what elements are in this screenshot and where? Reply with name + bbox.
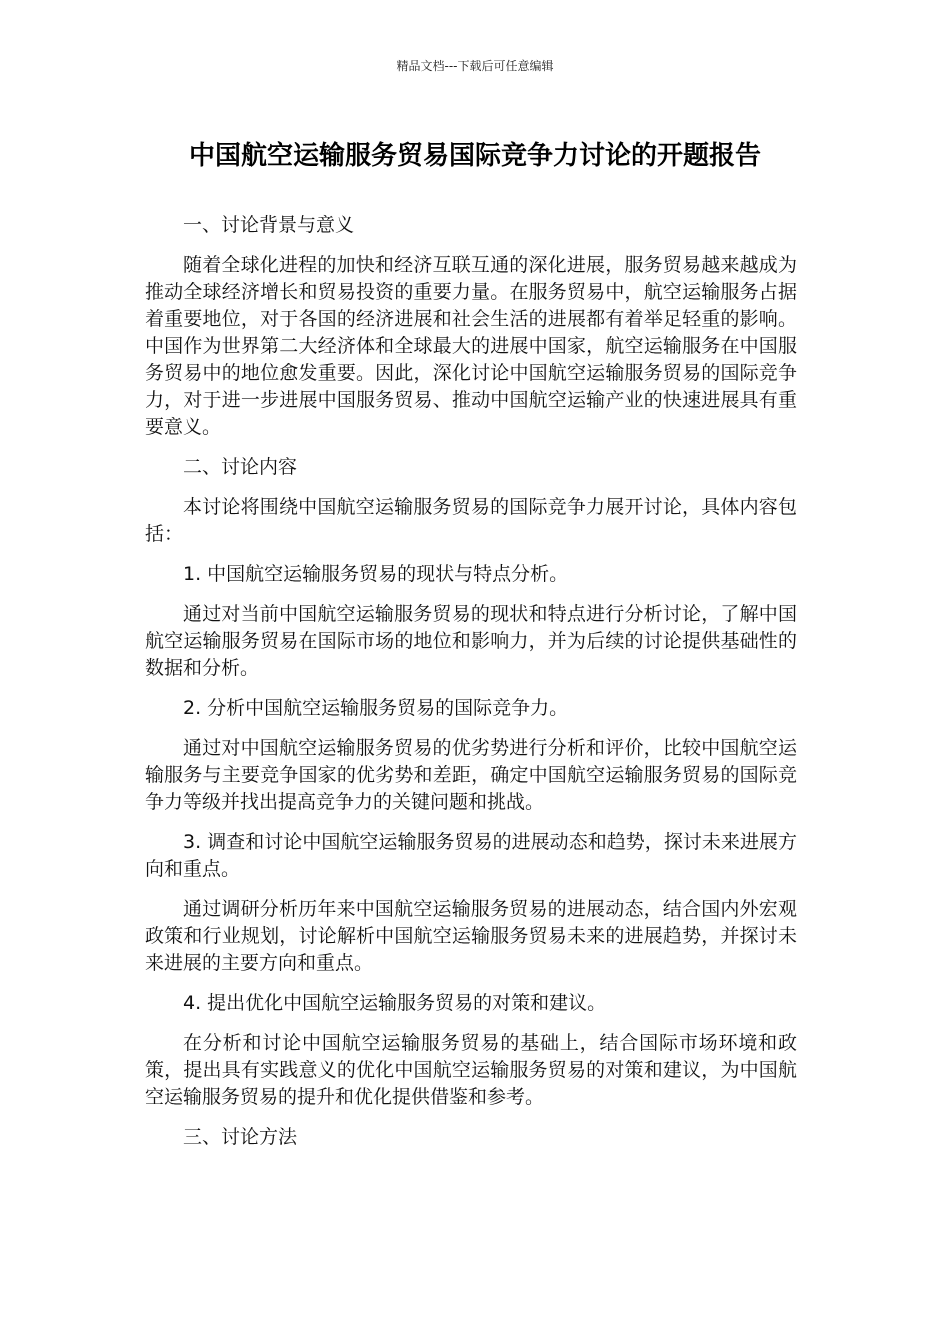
- section-heading-content: 二、讨论内容: [183, 456, 298, 478]
- page-header: 精品文档---下载后可任意编辑: [396, 59, 554, 73]
- paragraph-background: 随着全球化进程的加快和经济互联互通的深化进展，服务贸易越来越成为推动全球经济增长和贸易投资的重要力量。在服务贸易中，航空运输服务占据着重要地位，对于各国的经济进展和社会生活的进展都有着举足轻重的影响。中国作为世界第二大经济体和全球最大的进展中国家，航空运输服务在中国服务贸易中的地位愈发重要。因此，深化讨论中国航空运输服务贸易的国际竞争力，对于进一步进展中国服务贸易、推动中国航空运输产业的快速进展具有重要意义。: [145, 254, 797, 438]
- section-heading-background: 一、讨论背景与意义: [183, 214, 355, 236]
- paragraph-content-intro: 本讨论将围绕中国航空运输服务贸易的国际竞争力展开讨论，具体内容包括：: [145, 496, 797, 545]
- list-item-title-4: 4. 提出优化中国航空运输服务贸易的对策和建议。: [183, 992, 607, 1014]
- list-item-body-1: 通过对当前中国航空运输服务贸易的现状和特点进行分析讨论，了解中国航空运输服务贸易在国际市场的地位和影响力，并为后续的讨论提供基础性的数据和分析。: [145, 603, 797, 679]
- section-heading-method: 三、讨论方法: [183, 1126, 298, 1148]
- list-item-body-4: 在分析和讨论中国航空运输服务贸易的基础上，结合国际市场环境和政策，提出具有实践意义的优化中国航空运输服务贸易的对策和建议，为中国航空运输服务贸易的提升和优化提供借鉴和参考。: [145, 1032, 797, 1108]
- document-body: [145, 212, 797, 1164]
- list-item-body-2: 通过对中国航空运输服务贸易的优劣势进行分析和评价，比较中国航空运输服务与主要竞争国家的优劣势和差距，确定中国航空运输服务贸易的国际竞争力等级并找出提高竞争力的关键问题和挑战。: [145, 737, 797, 813]
- list-item-title-3: 3. 调查和讨论中国航空运输服务贸易的进展动态和趋势，探讨未来进展方向和重点。: [145, 831, 797, 880]
- list-item-body-3: 通过调研分析历年来中国航空运输服务贸易的进展动态，结合国内外宏观政策和行业规划，讨论解析中国航空运输服务贸易未来的进展趋势，并探讨未来进展的主要方向和重点。: [145, 898, 797, 974]
- list-item-title-1: 1. 中国航空运输服务贸易的现状与特点分析。: [183, 563, 569, 585]
- document-title: 中国航空运输服务贸易国际竞争力讨论的开题报告: [188, 141, 761, 171]
- list-item-title-2: 2. 分析中国航空运输服务贸易的国际竞争力。: [183, 697, 569, 719]
